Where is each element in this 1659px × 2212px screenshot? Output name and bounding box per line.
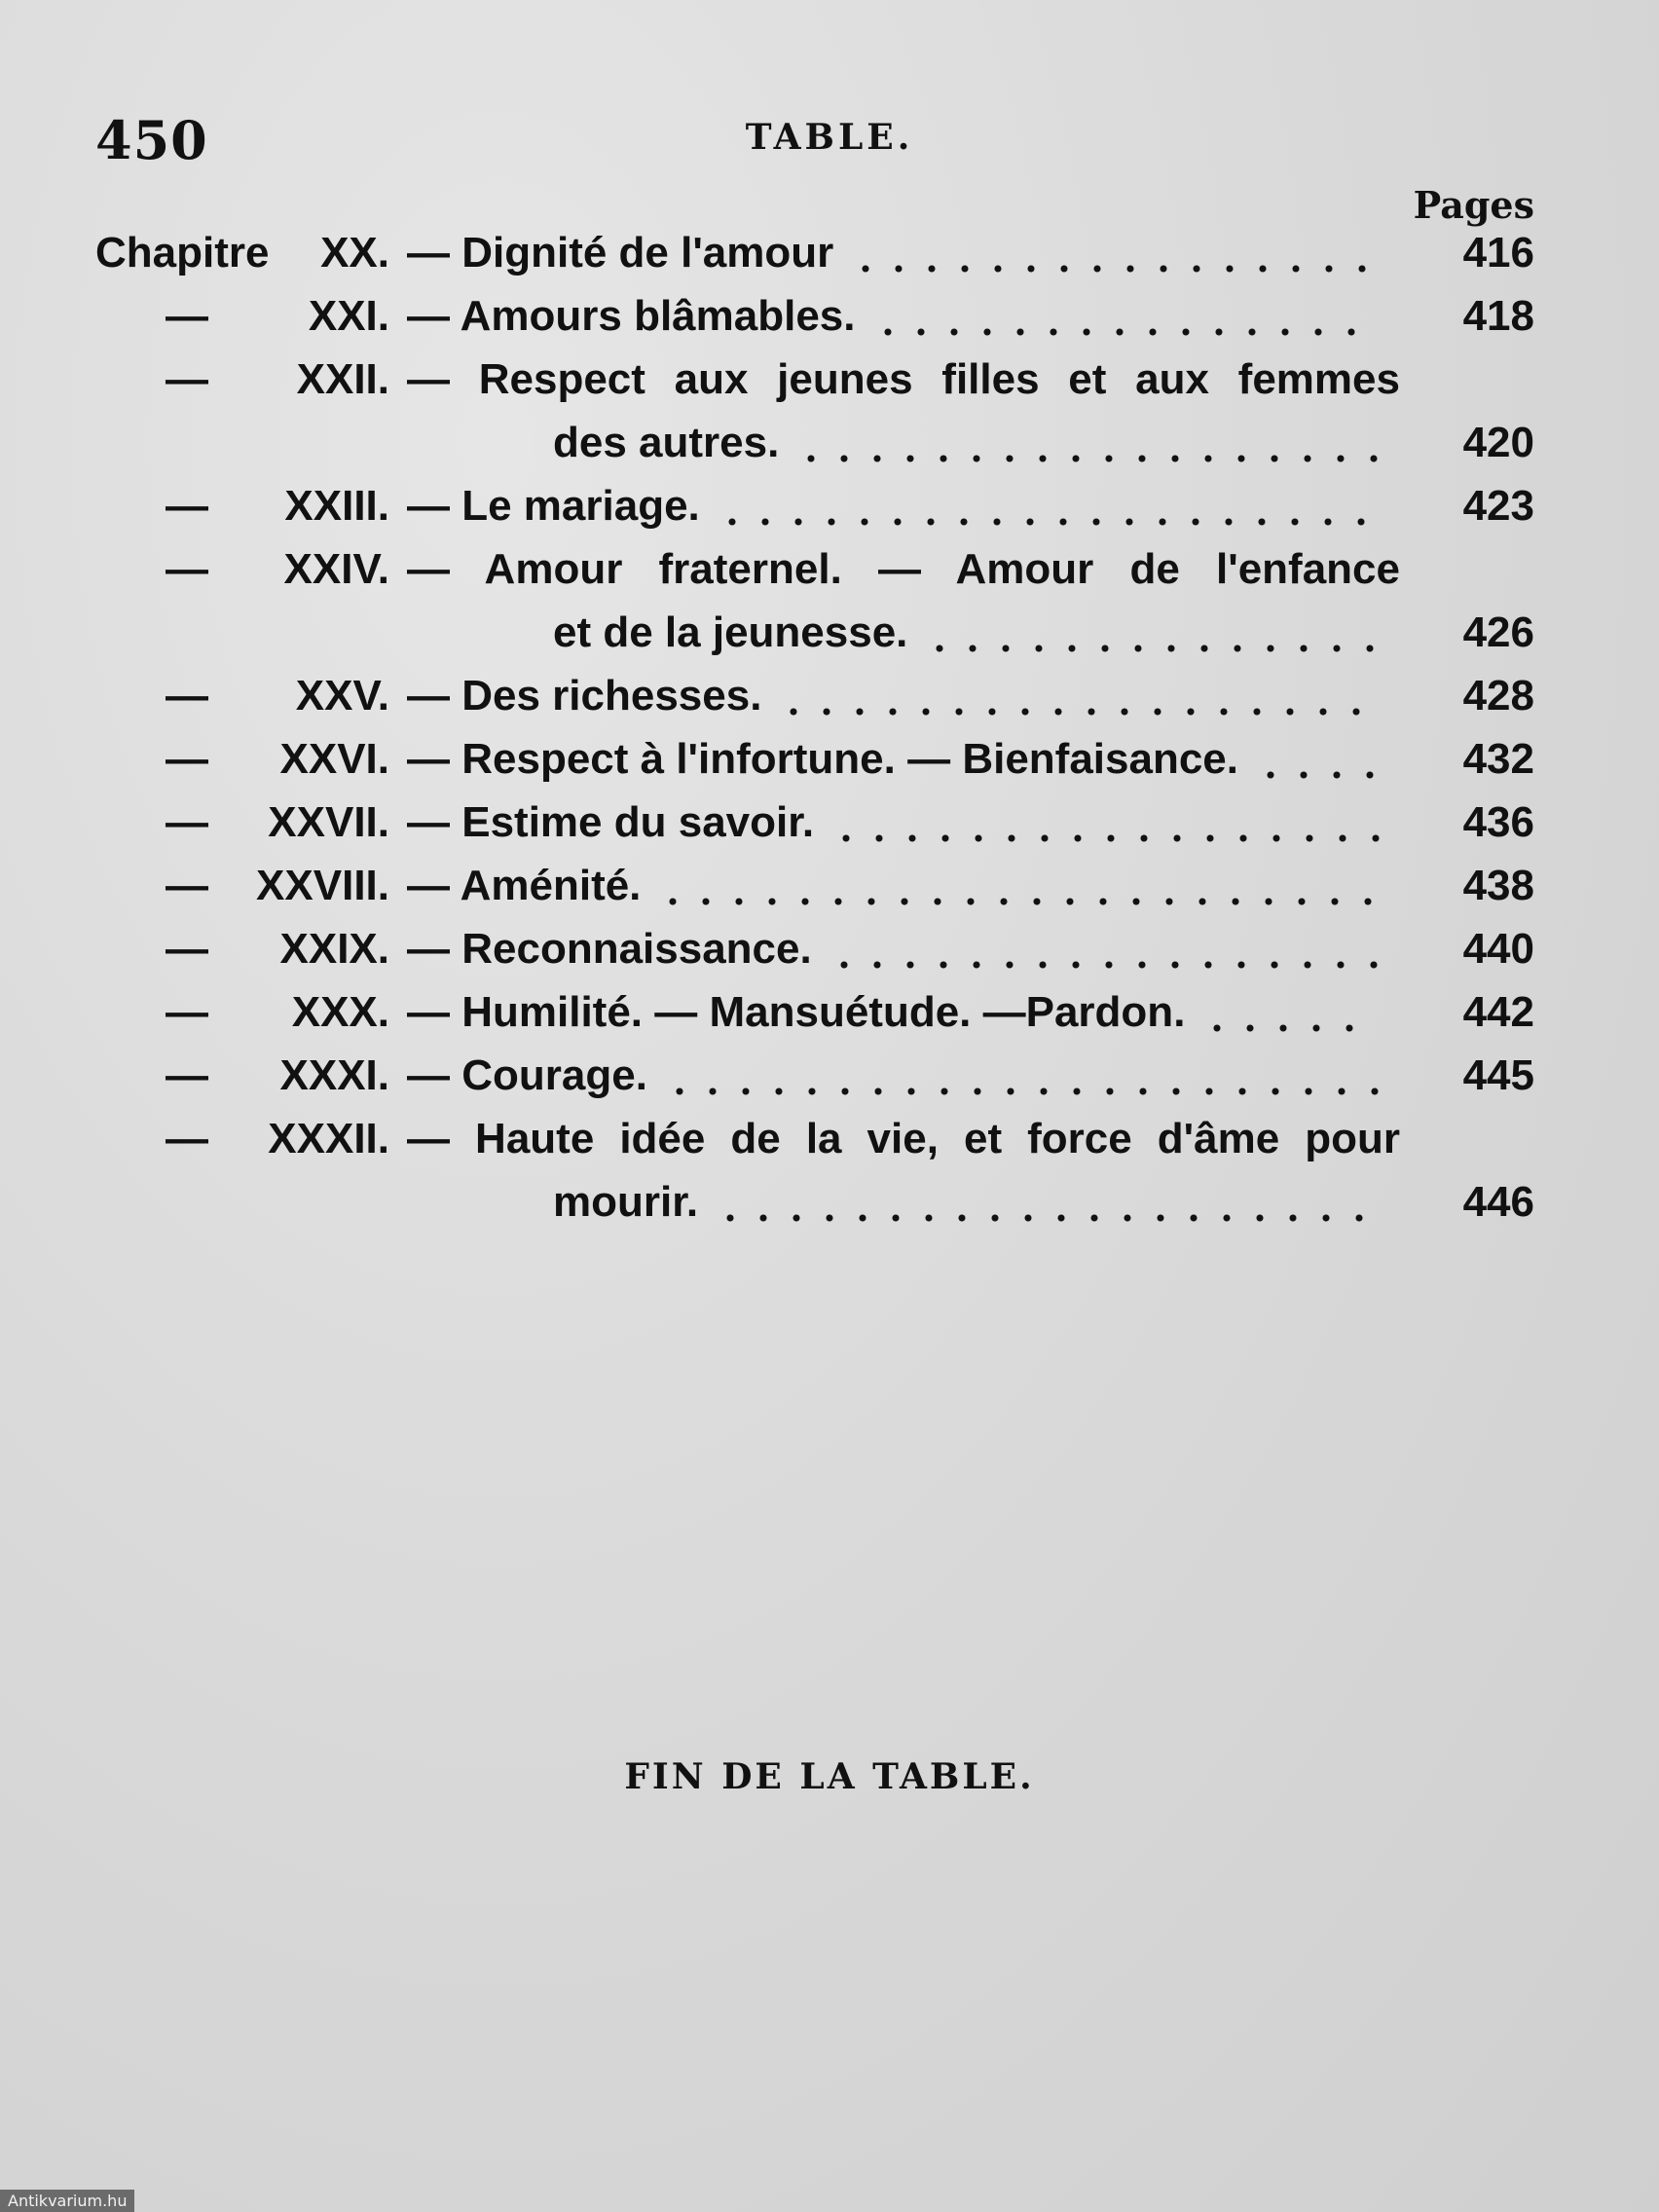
ditto-dash: — (166, 1115, 208, 1162)
ditto-dash: — (166, 1051, 208, 1099)
dot-leader (830, 793, 1392, 852)
chapter-title: — Estime du savoir. (407, 798, 815, 846)
dot-leader (714, 1173, 1376, 1232)
dot-leader (794, 414, 1390, 472)
toc-entry (0, 857, 1659, 915)
pages-column-label: Pages (1413, 183, 1534, 227)
chapter-numeral: XXIX. (279, 925, 389, 973)
toc-entry-continuation (0, 604, 1659, 662)
toc-entry (0, 540, 1659, 599)
page-reference: 426 (1462, 608, 1534, 656)
toc-entry (0, 667, 1659, 725)
chapter-title: — Humilité. — Mansuétude. —Pardon. (407, 988, 1186, 1036)
end-of-table: FIN DE LA TABLE. (624, 1756, 1035, 1797)
toc-entry (0, 1047, 1659, 1105)
chapter-title: — Respect à l'infortune. — Bienfaisance. (407, 735, 1239, 783)
toc-entry (0, 477, 1659, 535)
toc-entry (0, 730, 1659, 789)
ditto-dash: — (166, 862, 208, 909)
toc-entry-continuation (0, 1173, 1659, 1232)
dot-leader (828, 920, 1390, 978)
chapter-numeral: XXVIII. (256, 862, 389, 909)
chapter-title: — Le mariage. (407, 482, 700, 530)
toc-entry (0, 350, 1659, 409)
chapter-numeral: XXX. (291, 988, 389, 1036)
chapter-title: — Aménité. (407, 862, 642, 909)
page-reference: 420 (1462, 419, 1534, 466)
chapter-numeral: XXV. (295, 672, 389, 719)
dot-leader (849, 224, 1379, 282)
ditto-dash: — (166, 355, 208, 403)
chapter-numeral: XXXII. (268, 1115, 389, 1162)
page-reference: 438 (1462, 862, 1534, 909)
running-title: TABLE. (745, 117, 914, 158)
chapter-numeral: XXIV. (283, 545, 389, 593)
page-reference: 423 (1462, 482, 1534, 530)
toc-entry (0, 287, 1659, 346)
page-reference: 445 (1462, 1051, 1534, 1099)
chapter-title: — Amours blâmables. (407, 292, 856, 340)
dot-leader (1254, 730, 1386, 789)
page-reference: 416 (1462, 229, 1534, 276)
chapter-numeral: XXVI. (279, 735, 389, 783)
ditto-dash: — (166, 482, 208, 530)
chapter-title: — Dignité de l'amour (407, 229, 834, 276)
chapter-title: — Courage. (407, 1051, 647, 1099)
chapter-title-continuation: mourir. (553, 1178, 699, 1226)
toc-entry (0, 1110, 1659, 1168)
ditto-dash: — (166, 798, 208, 846)
chapter-numeral: XXVII. (268, 798, 389, 846)
page-reference: 436 (1462, 798, 1534, 846)
ditto-dash: — (166, 672, 208, 719)
dot-leader (777, 667, 1373, 725)
chapter-title: — Haute idée de la vie, et force d'âme pour (407, 1115, 1400, 1162)
page-reference: 428 (1462, 672, 1534, 719)
page-reference: 446 (1462, 1178, 1534, 1226)
chapter-title-continuation: et de la jeunesse. (553, 608, 908, 656)
page-reference: 418 (1462, 292, 1534, 340)
dot-leader (871, 287, 1368, 346)
toc-entry (0, 983, 1659, 1042)
ditto-dash: — (166, 545, 208, 593)
dot-leader (923, 604, 1386, 662)
ditto-dash: — (166, 735, 208, 783)
ditto-dash: — (166, 292, 208, 340)
ditto-dash: — (166, 925, 208, 973)
toc-entry (0, 920, 1659, 978)
toc-entry (0, 793, 1659, 852)
ditto-dash: — (166, 988, 208, 1036)
chapter-title: — Des richesses. (407, 672, 762, 719)
chapter-numeral: XXXI. (279, 1051, 389, 1099)
chapter-label: Chapitre (95, 229, 270, 276)
dot-leader (1200, 983, 1366, 1042)
page-reference: 432 (1462, 735, 1534, 783)
toc-entry (0, 224, 1659, 282)
chapter-numeral: XXI. (308, 292, 389, 340)
dot-leader (656, 857, 1384, 915)
page-reference: 440 (1462, 925, 1534, 973)
chapter-numeral: XX. (320, 229, 389, 276)
page-reference: 442 (1462, 988, 1534, 1036)
page-number: 450 (95, 109, 208, 171)
chapter-title: — Reconnaissance. (407, 925, 812, 973)
toc-entry-continuation (0, 414, 1659, 472)
chapter-numeral: XXII. (296, 355, 389, 403)
chapter-title: — Amour fraternel. — Amour de l'enfance (407, 545, 1400, 593)
dot-leader (663, 1047, 1391, 1105)
chapter-title: — Respect aux jeunes filles et aux femmes (407, 355, 1400, 403)
watermark: Antikvarium.hu (0, 2190, 134, 2212)
chapter-title-continuation: des autres. (553, 419, 780, 466)
chapter-numeral: XXIII. (284, 482, 389, 530)
dot-leader (716, 477, 1378, 535)
